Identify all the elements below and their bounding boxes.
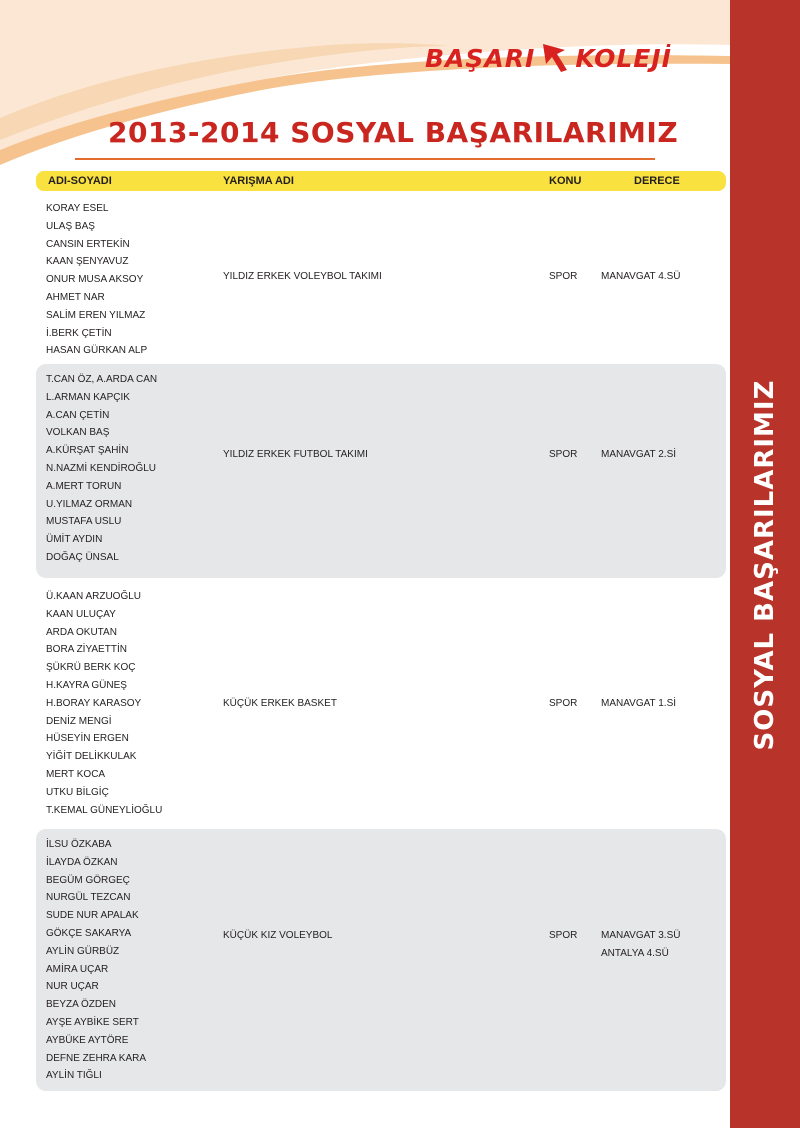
student-name: N.NAZMİ KENDİROĞLU [46, 462, 157, 474]
degree-cell [601, 268, 680, 286]
student-name: UTKU BİLGİÇ [46, 786, 109, 798]
student-name: CANSIN ERTEKİN [46, 238, 130, 250]
student-name: NURGÜL TEZCAN [46, 892, 131, 904]
degree-cell [601, 446, 676, 464]
student-name: A.CAN ÇETİN [46, 409, 110, 421]
student-name: BORA ZİYAETTİN [46, 644, 127, 656]
student-name: AYŞE AYBİKE SERT [46, 1016, 139, 1028]
student-name: GÖKÇE SAKARYA [46, 927, 132, 939]
degree-cell [601, 927, 680, 963]
degree-value: MANAVGAT 1.Sİ [601, 698, 677, 709]
kite-arrow-icon [537, 40, 573, 76]
student-name: DENİZ MENGİ [46, 715, 112, 727]
student-names-list [46, 588, 162, 819]
student-name: SUDE NUR APALAK [46, 910, 139, 922]
page-title: 2013-2014 SOSYAL BAŞARILARIMIZ [108, 116, 679, 149]
topic-cell: SPOR [549, 449, 578, 460]
student-name: SALİM EREN YILMAZ [46, 309, 146, 321]
decorative-swoosh [0, 0, 730, 200]
student-name: DEFNE ZEHRA KARA [46, 1052, 147, 1064]
student-name: AYLİN TIĞLI [46, 1070, 102, 1082]
table-row [36, 193, 726, 361]
header-name: ADI-SOYADI [48, 175, 112, 187]
student-name: AMİRA UÇAR [46, 963, 109, 975]
student-name: BEYZA ÖZDEN [46, 999, 117, 1011]
student-name: H.KAYRA GÜNEŞ [46, 679, 127, 691]
student-name: T.CAN ÖZ, A.ARDA CAN [46, 374, 158, 385]
degree-cell [601, 695, 676, 713]
competition-name: YILDIZ ERKEK FUTBOL TAKIMI [223, 449, 368, 460]
logo-right-word: KOLEJİ [575, 43, 672, 73]
student-name: KAAN ULUÇAY [46, 608, 116, 620]
student-name: KAAN ŞENYAVUZ [46, 256, 129, 268]
student-name: L.ARMAN KAPÇIK [46, 391, 130, 403]
topic-cell: SPOR [549, 698, 578, 709]
degree-value: ANTALYA 4.SÜ [601, 947, 669, 959]
student-name: Ü.KAAN ARZUOĞLU [46, 591, 142, 602]
school-logo [425, 38, 725, 78]
topic-cell: SPOR [549, 930, 578, 941]
topic-cell: SPOR [549, 271, 578, 282]
table-header [36, 171, 726, 191]
student-name: A.MERT TORUN [46, 480, 122, 492]
competition-name: YILDIZ ERKEK VOLEYBOL TAKIMI [223, 271, 382, 282]
student-name: VOLKAN BAŞ [46, 427, 110, 439]
degree-value: MANAVGAT 2.Sİ [601, 449, 677, 460]
student-name: KORAY ESEL [46, 203, 109, 214]
table-row [36, 581, 726, 826]
student-name: ARDA OKUTAN [46, 626, 117, 638]
student-name: DOĞAÇ ÜNSAL [46, 551, 119, 563]
table-row [36, 364, 726, 578]
student-name: HASAN GÜRKAN ALP [46, 345, 148, 357]
student-name: MERT KOCA [46, 768, 106, 780]
student-names-list [46, 371, 157, 567]
student-name: İ.BERK ÇETİN [46, 327, 112, 339]
student-name: AYBÜKE AYTÖRE [46, 1034, 129, 1046]
student-name: ÜMİT AYDIN [46, 534, 103, 546]
student-name: AHMET NAR [46, 291, 105, 303]
degree-value: MANAVGAT 3.SÜ [601, 930, 681, 941]
student-names-list [46, 836, 146, 1085]
student-name: İLAYDA ÖZKAN [46, 856, 118, 868]
student-name: T.KEMAL GÜNEYLİOĞLU [46, 804, 163, 816]
logo-left-word: BAŞARI [425, 43, 536, 73]
student-name: U.YILMAZ ORMAN [46, 498, 133, 510]
student-name: YİĞİT DELİKKULAK [46, 751, 137, 763]
student-name: NUR UÇAR [46, 981, 99, 993]
side-section-label: SOSYAL BAŞARILARIMIZ [750, 379, 780, 751]
student-name: ŞÜKRÜ BERK KOÇ [46, 662, 136, 674]
student-names-list [46, 200, 147, 360]
header-competition: YARIŞMA ADI [223, 175, 294, 187]
student-name: İLSU ÖZKABA [46, 839, 112, 850]
student-name: HÜSEYİN ERGEN [46, 733, 129, 745]
competition-name: KÜÇÜK ERKEK BASKET [223, 698, 337, 709]
header-topic: KONU [549, 175, 582, 187]
student-name: ONUR MUSA AKSOY [46, 274, 144, 286]
competition-name: KÜÇÜK KIZ VOLEYBOL [223, 930, 333, 941]
header-degree: DERECE [634, 175, 680, 187]
student-name: A.KÜRŞAT ŞAHİN [46, 445, 129, 457]
student-name: H.BORAY KARASOY [46, 697, 142, 709]
student-name: ULAŞ BAŞ [46, 220, 95, 232]
degree-value: MANAVGAT 4.SÜ [601, 271, 681, 282]
student-name: MUSTAFA USLU [46, 516, 122, 528]
student-name: AYLİN GÜRBÜZ [46, 945, 120, 957]
title-underline [75, 158, 655, 160]
student-name: BEGÜM GÖRGEÇ [46, 874, 130, 886]
table-row [36, 829, 726, 1091]
